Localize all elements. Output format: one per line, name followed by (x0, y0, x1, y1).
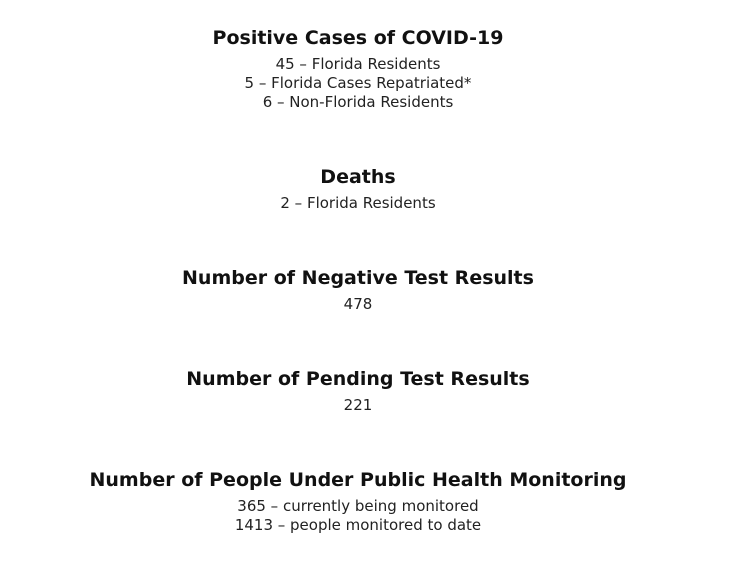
monitoring-heading: Number of People Under Public Health Monitoring (89, 469, 627, 491)
monitoring-lines (0, 497, 716, 535)
deaths-heading: Deaths (320, 166, 396, 188)
deaths-lines (0, 194, 716, 213)
negative-results-section (0, 265, 716, 314)
negative-results-lines (0, 295, 716, 314)
positive-cases-heading: Positive Cases of COVID-19 (212, 27, 504, 49)
monitoring-section (0, 467, 716, 535)
pending-results-lines (0, 396, 716, 415)
non-florida-residents-count: 6 – Non-Florida Residents (262, 93, 454, 111)
deaths-count: 2 – Florida Residents (280, 194, 436, 212)
florida-residents-count: 45 – Florida Residents (275, 55, 441, 73)
positive-cases-lines (0, 55, 716, 112)
monitored-to-date-count: 1413 – people monitored to date (234, 516, 482, 534)
deaths-section (0, 164, 716, 213)
pending-results-heading: Number of Pending Test Results (186, 368, 530, 390)
pending-results-section (0, 366, 716, 415)
negative-results-count: 478 (343, 295, 373, 313)
repatriated-cases-count: 5 – Florida Cases Repatriated* (244, 74, 472, 92)
currently-monitored-count: 365 – currently being monitored (237, 497, 479, 515)
negative-results-heading: Number of Negative Test Results (182, 267, 534, 289)
positive-cases-section (0, 25, 716, 112)
pending-results-count: 221 (343, 396, 373, 414)
